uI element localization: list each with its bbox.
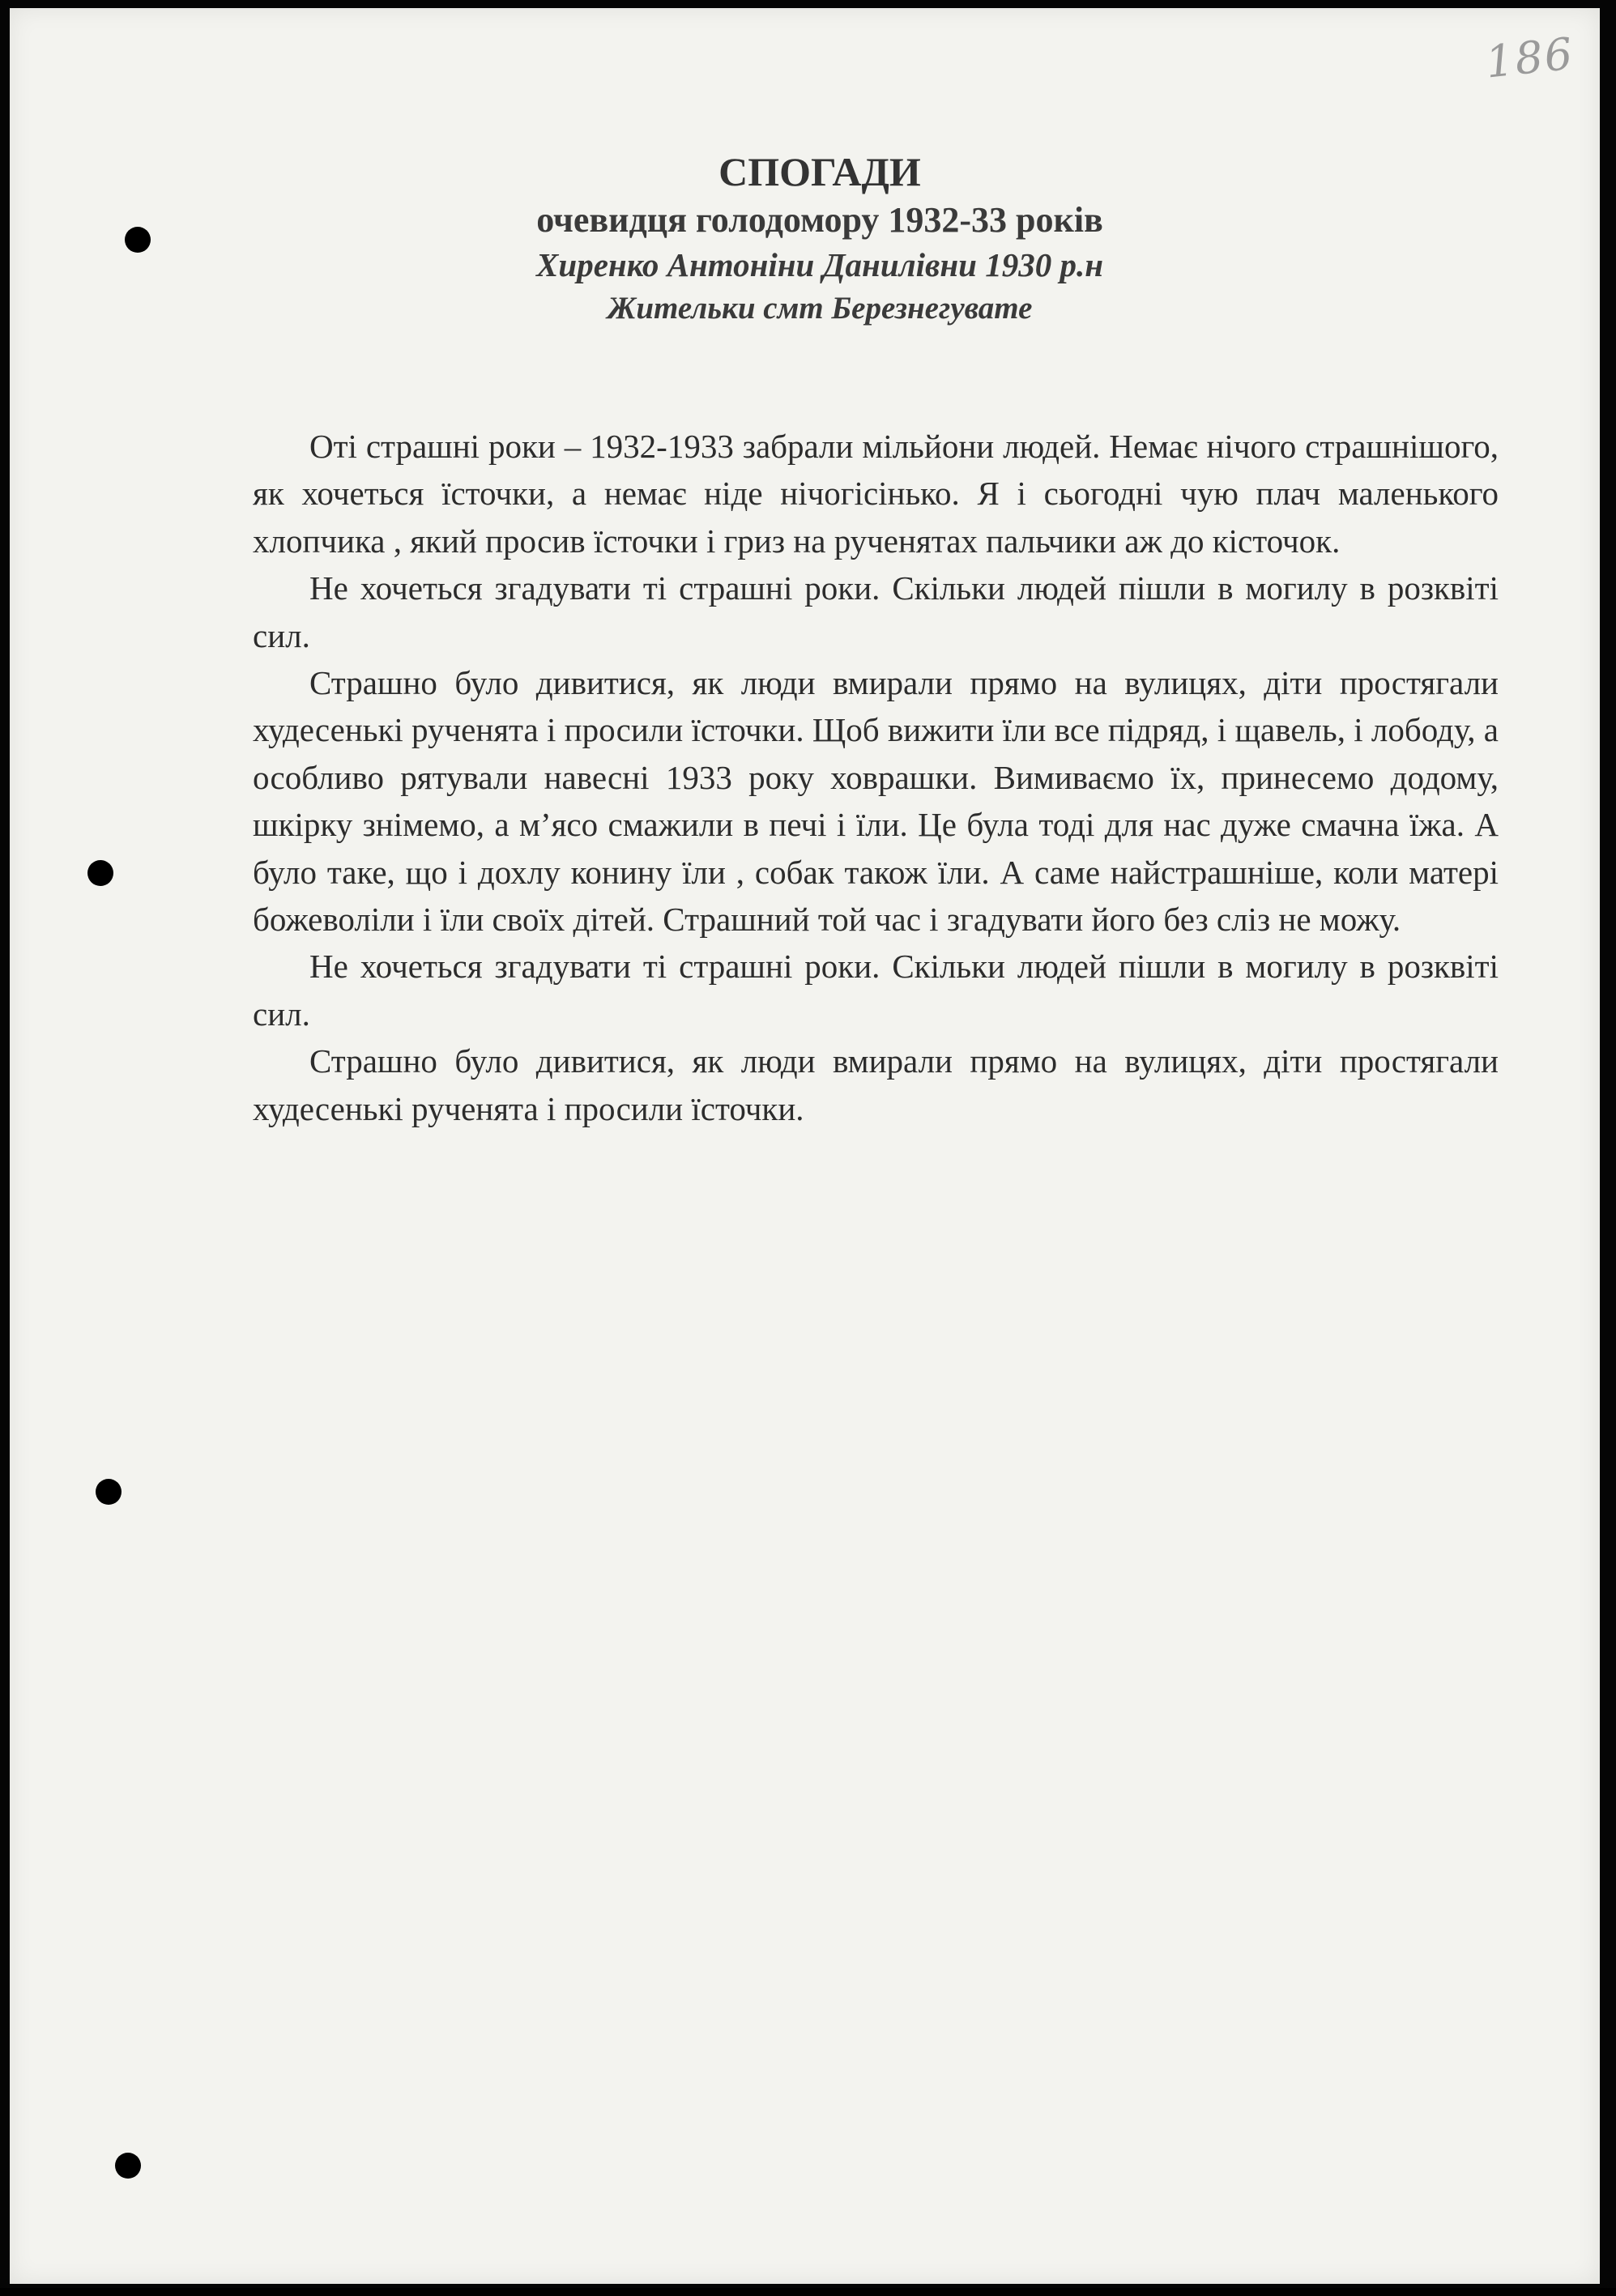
punch-hole xyxy=(115,2153,141,2179)
scan-border xyxy=(0,2288,1616,2296)
punch-hole xyxy=(87,860,113,886)
punch-hole xyxy=(125,227,151,253)
document-title: СПОГАДИ xyxy=(718,149,921,194)
handwritten-page-number: 186 xyxy=(1483,28,1577,88)
witness-name: Хиренко Антоніни Данилівни 1930 р.н xyxy=(536,246,1103,283)
witness-residence: Жительки смт Березнегувате xyxy=(607,291,1033,326)
document-header xyxy=(253,146,1387,330)
memoir-text xyxy=(253,423,1499,1132)
paragraph: Не хочеться згадувати ті страшні роки. Скільки людей пішли в могилу в розквіті сил. xyxy=(253,569,1499,654)
paragraph: Оті страшні роки – 1932-1933 забрали мільйони людей. Немає нічого страшнішого, як хочеться їсточки, а немає ніде нічогісінько. Я і сьогодні чую плач маленького хлопчика , який просив їсточки і гриз на рученятах пальчики аж до кісточок. xyxy=(253,428,1499,560)
paragraph: Страшно було дивитися, як люди вмирали прямо на вулицях, діти простягали худесенькі рученята і просили їсточки. Щоб вижити їли все підряд, і щавель, і лободу, а особливо рятували навесні 1933 року ховрашки. Вимиваємо їх, принесемо додому, шкірку знімемо, а м’ясо смажили в печі і їли. Це була тоді для нас дуже смачна їжа. А було таке, що і дохлу конину їли , собак також їли. А саме найстрашніше, коли матері божеволіли і їли своїх дітей. Страшний той час і згадувати його без сліз не можу. xyxy=(253,664,1499,939)
paragraph: Страшно було дивитися, як люди вмирали прямо на вулицях, діти простягали худесенькі рученята і просили їсточки. xyxy=(253,1042,1499,1127)
document-page xyxy=(10,8,1600,2284)
document-subtitle: очевидця голодомору 1932-33 років xyxy=(536,200,1103,240)
paragraph: Не хочеться згадувати ті страшні роки. Скільки людей пішли в могилу в розквіті сил. xyxy=(253,948,1499,1033)
punch-hole xyxy=(96,1479,122,1505)
